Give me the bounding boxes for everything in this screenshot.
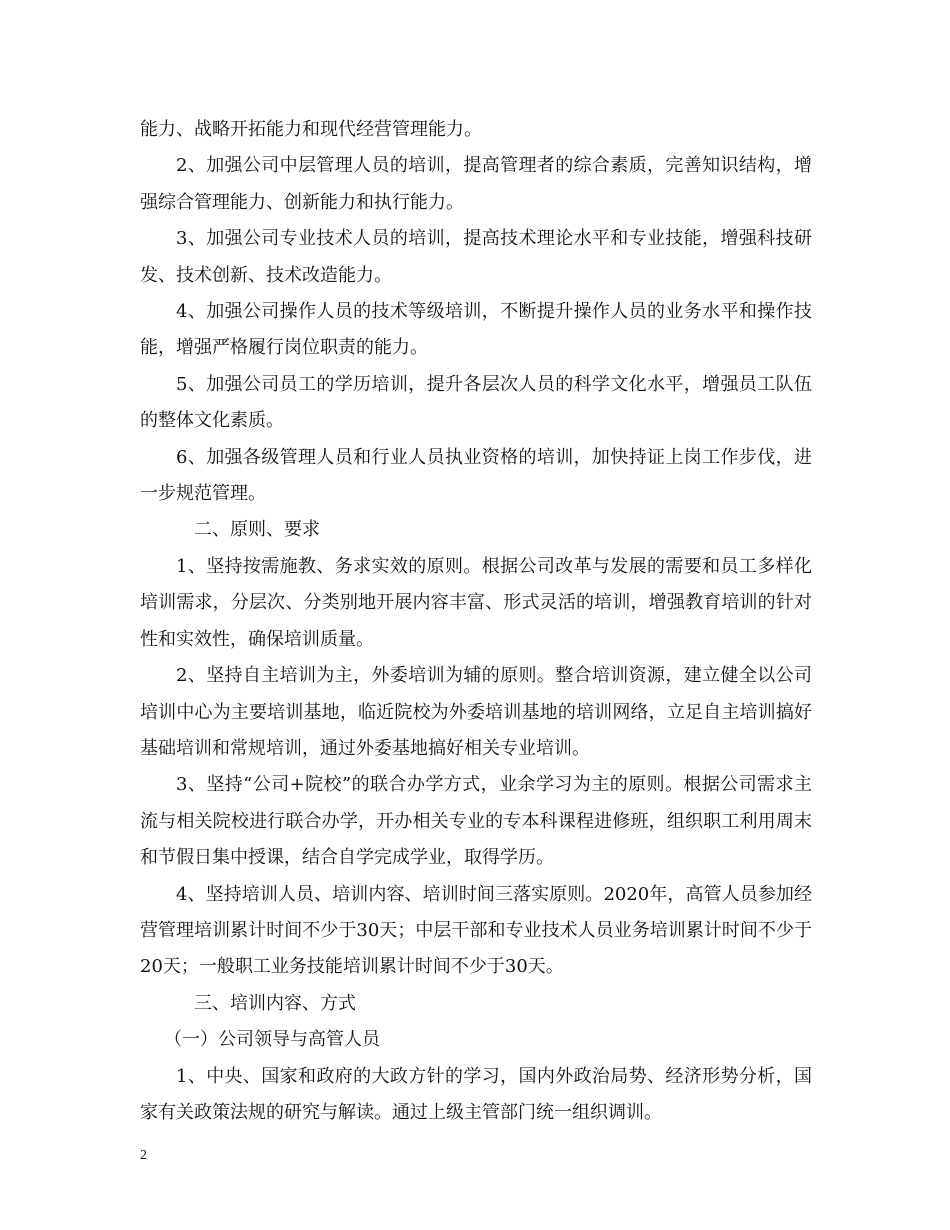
paragraph-item-2: 2、加强公司中层管理人员的培训，提高管理者的综合素质，完善知识结构，增强综合管理能力、创新能力和执行能力。 [140, 155, 812, 213]
paragraph-content-1: 1、中央、国家和政府的大政方针的学习，国内外政治局势、经济形势分析，国家有关政策法规的研究与解读。通过上级主管部门统一组织调训。 [140, 1065, 812, 1123]
paragraph-item-6: 6、加强各级管理人员和行业人员执业资格的培训，加快持证上岗工作步伐，进一步规范管理。 [140, 446, 812, 505]
paragraph-principle-4: 4、坚持培训人员、培训内容、培训时间三落实原则。2020年，高管人员参加经营管理培训累计时间不少于30天；中层干部和专业技术人员业务培训累计时间不少于20天；一般职工业务技能培训累计时间不少于30天。 [140, 883, 812, 978]
page-number: 2 [140, 1148, 147, 1163]
paragraph-continuation: 能力、战略开拓能力和现代经营管理能力。 [140, 119, 482, 140]
paragraph-item-5: 5、加强公司员工的学历培训，提升各层次人员的科学文化水平，增强员工队伍的整体文化素质。 [140, 373, 812, 432]
document-body [140, 112, 812, 1131]
paragraph-principle-1: 1、坚持按需施教、务求实效的原则。根据公司改革与发展的需要和员工多样化培训需求，分层次、分类别地开展内容丰富、形式灵活的培训，增强教育培训的针对性和实效性，确保培训质量。 [140, 555, 812, 650]
section-heading-content: 三、培训内容、方式 [194, 992, 356, 1014]
section-heading-principles: 二、原则、要求 [194, 519, 320, 541]
paragraph-item-3: 3、加强公司专业技术人员的培训，提高技术理论水平和专业技能，增强科技研发、技术创新、技术改造能力。 [140, 228, 812, 286]
paragraph-principle-2: 2、坚持自主培训为主，外委培训为辅的原则。整合培训资源，建立健全以公司培训中心为主要培训基地，临近院校为外委培训基地的培训网络，立足自主培训搞好基础培训和常规培训，通过外委基地搞好相关专业培训。 [140, 665, 812, 759]
subsection-heading-leaders: （一）公司领导与高管人员 [164, 1029, 380, 1051]
paragraph-principle-3: 3、坚持“公司+院校”的联合办学方式，业余学习为主的原则。根据公司需求主流与相关院校进行联合办学，开办相关专业的专本科课程进修班，组织职工利用周末和节假日集中授课，结合自学完成学业，取得学历。 [140, 774, 812, 869]
paragraph-item-4: 4、加强公司操作人员的技术等级培训，不断提升操作人员的业务水平和操作技能，增强严格履行岗位职责的能力。 [140, 301, 812, 359]
